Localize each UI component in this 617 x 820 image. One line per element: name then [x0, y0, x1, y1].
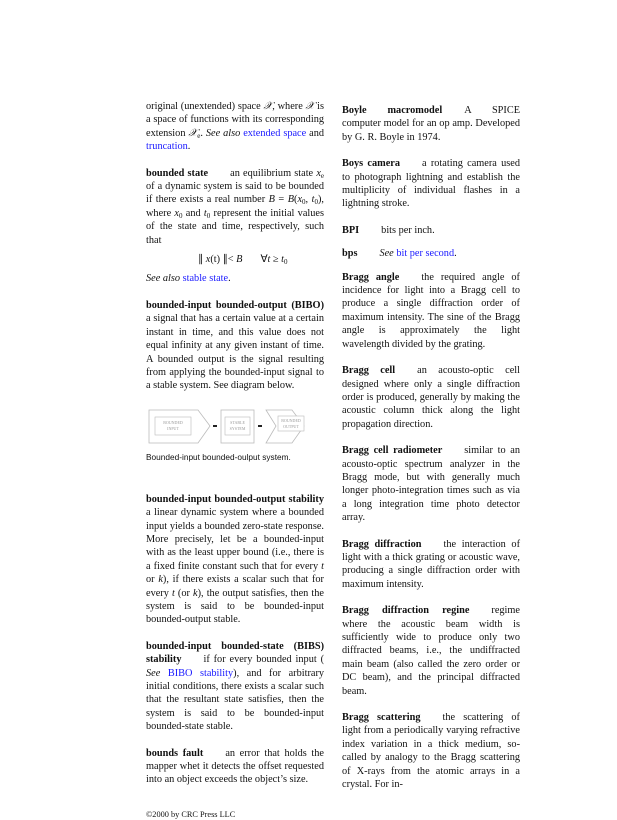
entry-text: an equilibrium state	[230, 167, 317, 179]
math-symbol: B	[268, 194, 275, 206]
math-symbol: x	[174, 207, 179, 219]
entry-text: of a dynamic system is said to be bounded if there exists a real number	[146, 181, 324, 206]
math-subscript: 0	[302, 198, 306, 207]
entry-text: .	[228, 273, 231, 285]
entry-bragg-diffraction	[342, 538, 520, 592]
entry-text: regime where the acoustic beam width is sufficiently wide to produce only two diffracted beams, i.e., the undiffracted main beam (also called the zero order or DC beam), and the principal diffracted beam.	[342, 605, 520, 697]
entry-text: is a space of functions with its corresponding extension	[146, 101, 324, 139]
math-symbol: 𝒳	[305, 101, 315, 112]
entry-text: ,	[305, 194, 312, 206]
stable-system-block	[221, 410, 254, 443]
math-subscript: 0	[206, 211, 211, 220]
connector	[258, 425, 262, 427]
entry-text: , where	[272, 101, 306, 112]
entry-continuation	[146, 100, 324, 154]
math-symbol: B	[287, 194, 295, 206]
entry-text: ), the output satisfies, then the system is said to be bounded-input bounded-output stable.	[146, 587, 325, 626]
eq-arg: (t)	[210, 254, 221, 266]
entry-bragg-angle	[342, 271, 520, 351]
output-label: BOUNDED	[281, 417, 301, 423]
entry-text: ), if there exists a scalar such that for every	[146, 574, 324, 599]
entry-text: (	[294, 194, 298, 206]
cross-reference-link[interactable]: extended space	[243, 127, 307, 139]
cross-reference-link[interactable]: BIBO stability	[167, 667, 234, 679]
math-subscript: e	[320, 171, 324, 180]
entry-bps	[342, 247, 520, 260]
eq-t0: t	[281, 254, 285, 266]
math-symbol: x	[316, 167, 321, 179]
entry-term: BPI	[342, 224, 360, 236]
entry-bragg-cell	[342, 364, 520, 431]
output-label-2: OUTPUT	[283, 423, 299, 429]
entry-text: original (unextended) space	[146, 101, 264, 112]
math-symbol: 𝒳	[263, 101, 273, 112]
right-column	[342, 104, 520, 804]
left-column	[146, 100, 324, 820]
entry-term: bounds fault	[146, 747, 204, 759]
math-symbol: x	[297, 194, 303, 206]
entry-bounds-fault	[146, 747, 324, 787]
equation	[198, 253, 324, 266]
entry-bibo-stability	[146, 493, 324, 627]
system-label: STABLE	[230, 419, 245, 425]
entry-term: Bragg cell	[342, 365, 396, 377]
input-label-2: INPUT	[167, 425, 179, 431]
entry-text: an error that holds the mapper whet it detects the offset requested into an object exceeds the object’s size.	[146, 747, 324, 786]
connector	[213, 425, 217, 427]
entry-bragg-diffraction-regime	[342, 604, 520, 698]
eq-geq: ≥	[270, 254, 282, 266]
math-symbol: t	[203, 207, 207, 219]
entry-bragg-scattering	[342, 711, 520, 791]
entry-text: A SPICE computer model for an op amp. Developed by G. R. Boyle in 1974.	[342, 105, 520, 143]
eq-B: B	[236, 254, 243, 266]
eq-lt: ∥<	[220, 254, 237, 266]
entry-term: bps	[342, 248, 358, 260]
entry-text: and	[182, 207, 204, 219]
eq-norm: ∥	[198, 254, 206, 266]
entry-term: bounded state	[146, 167, 209, 179]
math-subscript: 0	[314, 198, 318, 207]
entry-text: a rotating camera used to photograph lightning and establish the multiplicity of individual flashes in a lightning stroke.	[342, 158, 520, 210]
cross-reference-link[interactable]: stable state	[182, 273, 229, 285]
eq-x: x	[205, 254, 211, 266]
cross-reference-link[interactable]: truncation	[146, 141, 188, 153]
entry-term: Bragg diffraction	[342, 538, 422, 550]
italic-text: See also	[205, 127, 241, 139]
bounded-input-block	[149, 410, 210, 443]
cross-reference-link[interactable]: bit per second	[396, 248, 455, 260]
system-label-2: SYSTEM	[229, 425, 246, 431]
bounded-output-block	[266, 410, 304, 443]
math-subscript: 0	[179, 211, 183, 220]
entry-term: bounded-input bounded-state (BIBS) stability	[146, 640, 324, 666]
copyright-footer: ©2000 by CRC Press LLC	[146, 809, 236, 819]
bibo-diagram	[146, 407, 306, 447]
entry-bibs	[146, 640, 324, 734]
math-subscript: e	[197, 131, 201, 140]
entry-text: .	[454, 248, 457, 260]
math-symbol: k	[193, 587, 198, 599]
italic-text: See also	[146, 273, 181, 285]
entry-term: Bragg cell radiometer	[342, 445, 443, 457]
eq-t0-sub: 0	[284, 258, 288, 267]
math-symbol: k	[158, 574, 163, 586]
entry-bpi	[342, 224, 520, 237]
entry-boys-camera	[342, 157, 520, 211]
entry-text: similar to an acousto-optic spectrum analyzer in the Bragg mode, but with generally much longer photo-integration times such as via a long integration time photo detector array.	[342, 445, 520, 524]
entry-text: an acousto-optic cell designed where only a single diffraction order is produced, generally by making the acoustic column thick along the light propagation direction.	[342, 365, 521, 430]
entry-text: =	[274, 194, 288, 206]
math-symbol: t	[321, 560, 324, 572]
entry-bounded-state-see-also	[146, 272, 324, 285]
entry-text: .	[187, 141, 191, 153]
entry-text: and	[306, 127, 324, 139]
entry-term: Boyle macromodel	[342, 105, 443, 116]
italic-text: See	[146, 667, 161, 679]
input-label: BOUNDED	[163, 419, 183, 425]
entry-text: the interaction of light with a thick grating or acoustic wave, producing a single diffraction order with maximum intensity.	[342, 538, 521, 590]
entry-text: ), where	[146, 194, 324, 219]
entry-text: a signal that has a certain value at a certain instant in time, and this value does not equal infinity at any given instant of time. A bounded output is the signal resulting from applying the bounded-input signal to a stable system. See diagram below.	[146, 313, 324, 392]
entry-text: or	[146, 574, 159, 586]
entry-term: Boys camera	[342, 158, 401, 170]
entry-bounded-state	[146, 167, 324, 247]
entry-text: represent the initial values of the state and time, respectively, such that	[146, 207, 324, 246]
entry-text: if for every bounded input (	[203, 654, 324, 666]
eq-t: t	[267, 254, 271, 266]
entry-bragg-cell-radiometer	[342, 444, 520, 524]
entry-text: ), and for arbitrary initial conditions, there exists a scalar such that the resultant state satisfies, then the system is said to be bounded-input bounded-state stable.	[146, 667, 325, 733]
math-symbol: t	[171, 587, 175, 599]
entry-boyle	[342, 104, 520, 144]
entry-bibo	[146, 299, 324, 393]
entry-text: the required angle of incidence for light into a Bragg cell to produce a single diffraction order of maximum intensity. The sine of the Bragg angle is approximately the light wavelength divided by the grating.	[342, 271, 520, 350]
eq-forall: ∀	[260, 254, 268, 266]
italic-text: See	[379, 248, 394, 260]
math-symbol: t	[311, 194, 315, 206]
entry-text: the scattering of light from a periodically varying refractive index variation in a thick medium, so-called by analogy to the Bragg scattering of X-rays from the atomic arrays in a crystal. For in-	[342, 712, 520, 791]
entry-text: a linear dynamic system where a bounded input yields a bounded zero-state response. More precisely, let be a bounded-input with as the least upper bound (i.e., there is a fixed finite constant such that for every	[146, 507, 324, 572]
entry-term: Bragg angle	[342, 271, 400, 283]
entry-text: (or	[174, 587, 194, 599]
entry-term: bounded-input bounded-output stability	[146, 493, 324, 505]
entry-term: Bragg diffraction regine	[342, 605, 470, 617]
figure-caption: Bounded-input bounded-oulput system.	[146, 451, 291, 462]
entry-term: bounded-input bounded-output (BIBO)	[146, 299, 324, 311]
entry-term: Bragg scattering	[342, 712, 421, 724]
entry-text: bits per inch.	[381, 224, 435, 236]
math-symbol: 𝒳	[188, 127, 198, 139]
entry-text: .	[200, 127, 206, 139]
entry-text	[160, 668, 168, 679]
